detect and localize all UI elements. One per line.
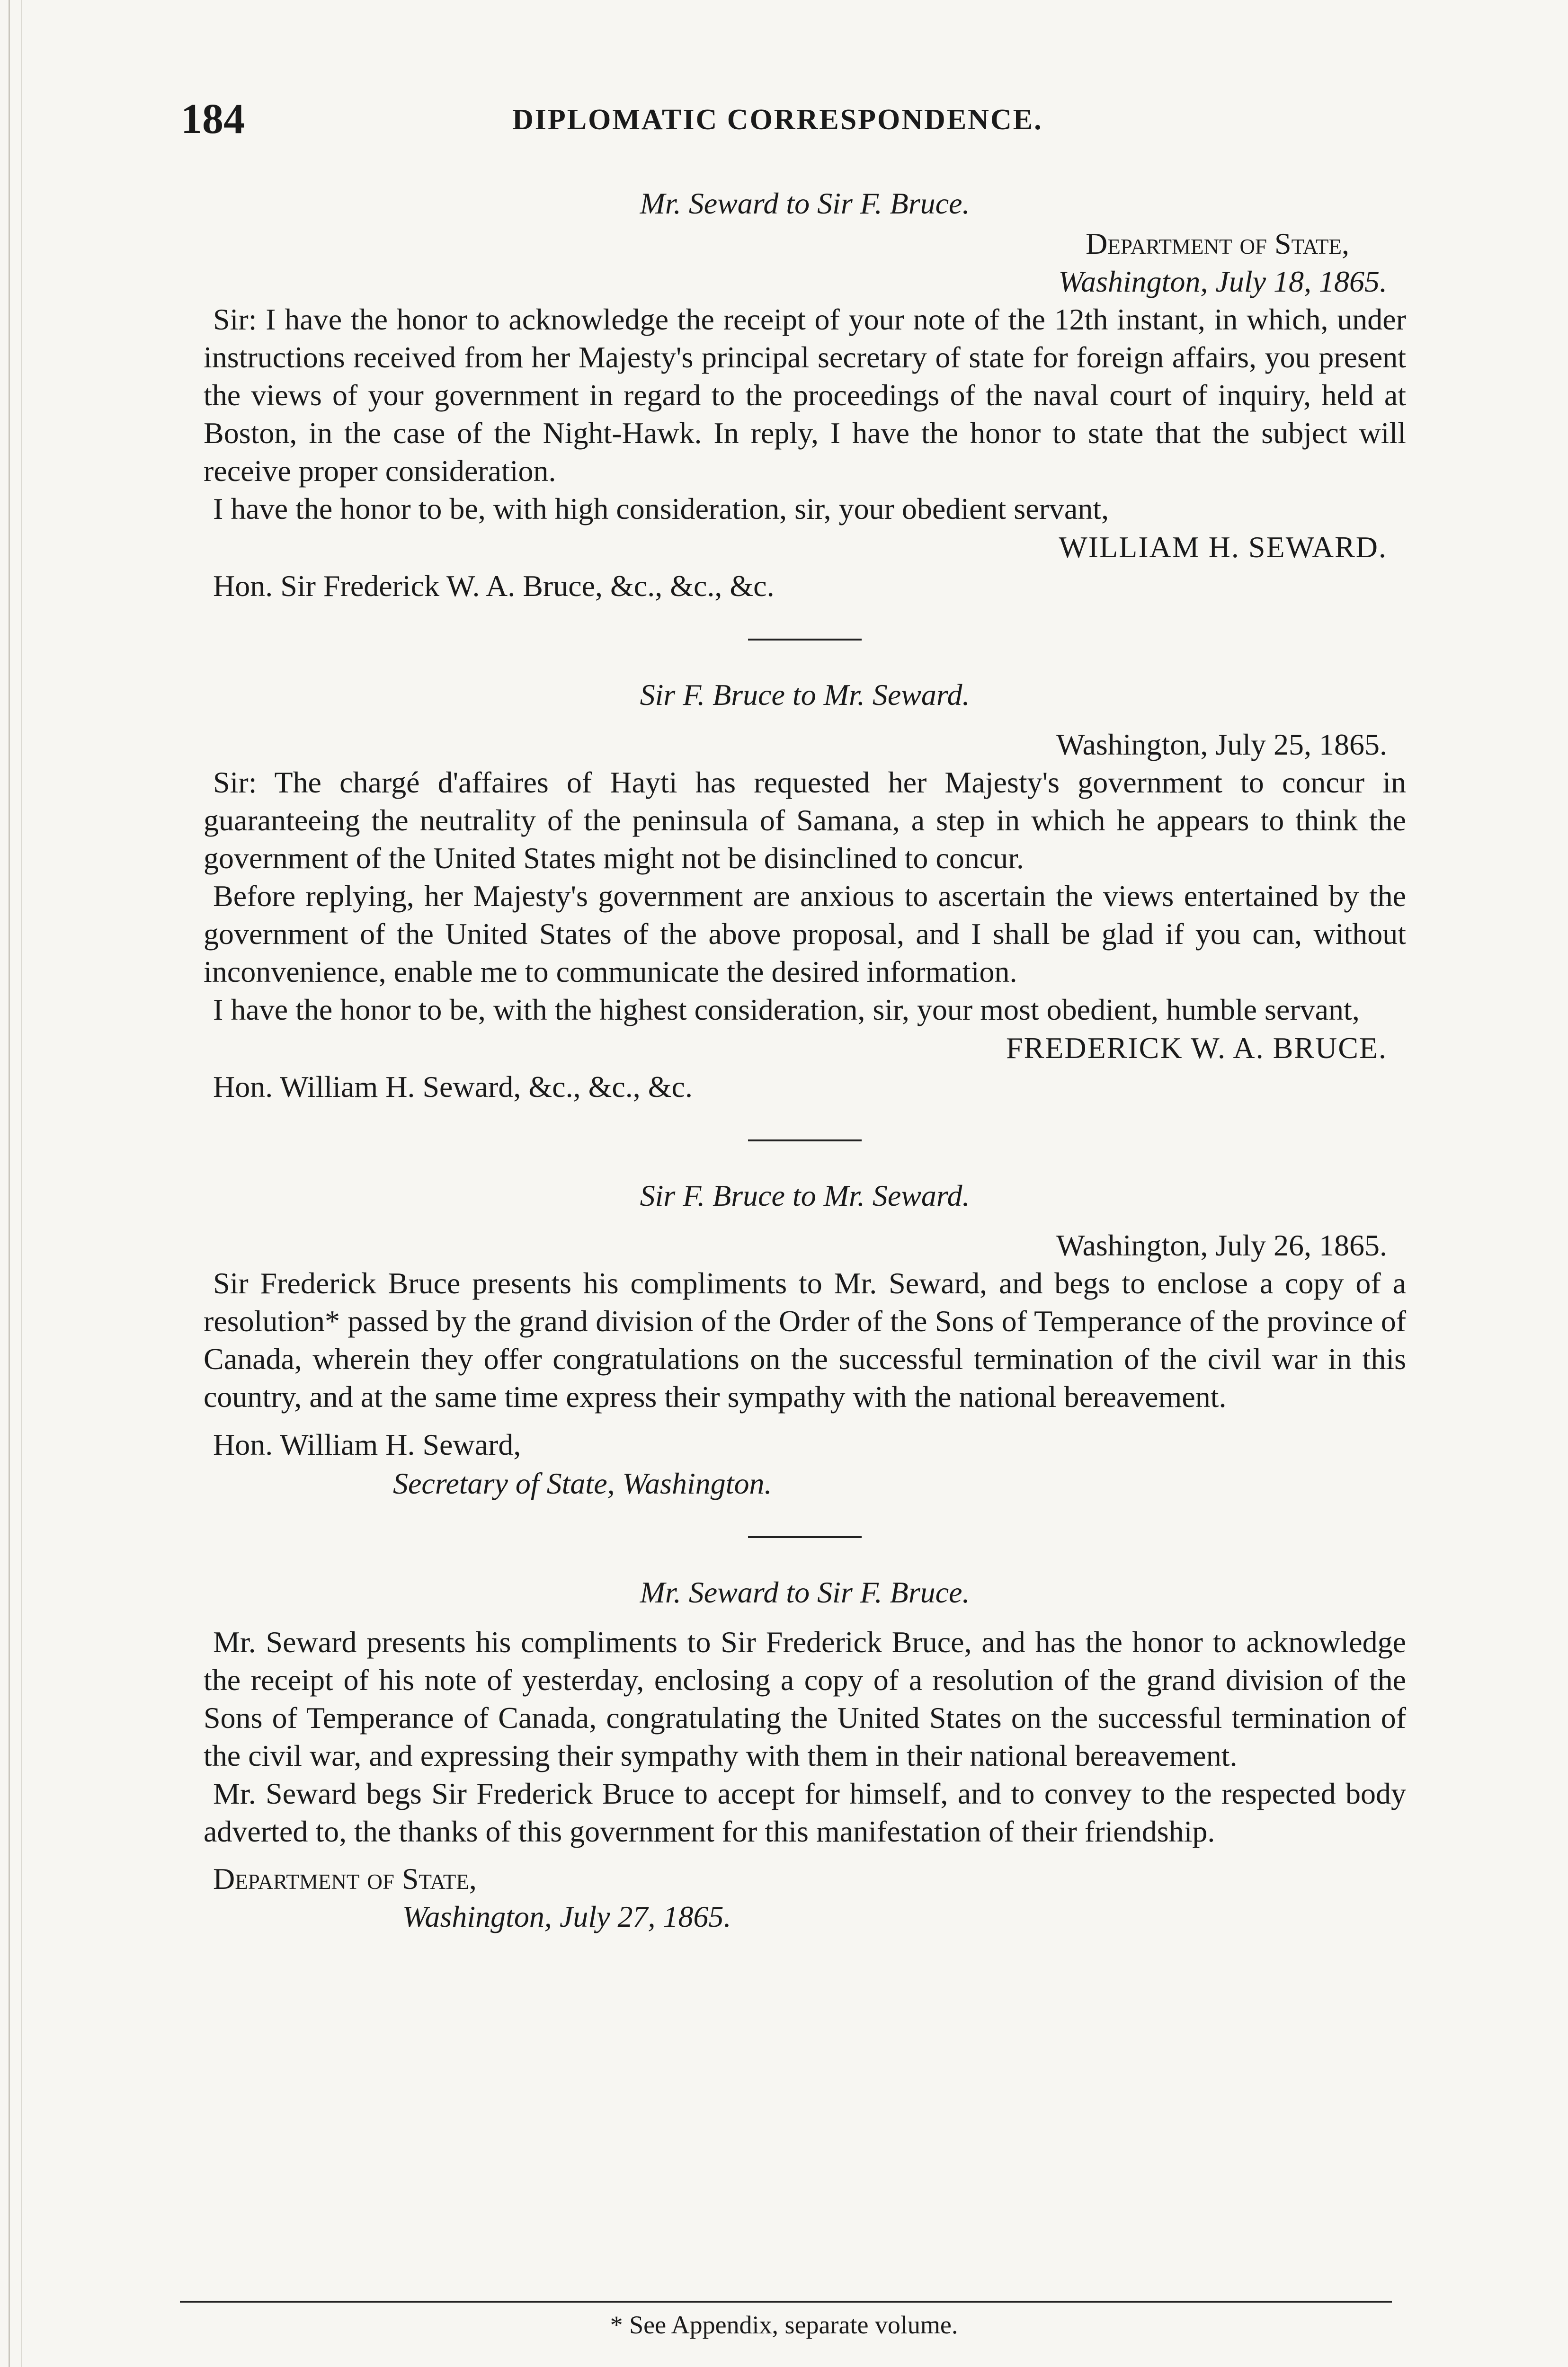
- letter-closing: [204, 1860, 1406, 1936]
- letter-paragraph: Sir Frederick Bruce presents his compliments to Mr. Seward, and begs to enclose a copy of a resolution* passed by the grand division of the Order of the Sons of Temperance of the province of Canada, wherein they offer congratulations on the successful termination of the civil war in this country, and at the same time express their sympathy with the national bereavement.: [204, 1266, 1406, 1414]
- letter-addressee-title: Secretary of State, Washington.: [393, 1467, 772, 1500]
- letter-paragraph: Mr. Seward presents his compliments to Sir Frederick Bruce, and has the honor to acknowledge the receipt of his note of yesterday, enclosing a copy of a resolution of the grand division of the Sons of Temperance of Canada, congratulating the United States on the successful termination of the civil war, and expressing their sympathy with them in their national bereavement.: [204, 1625, 1406, 1772]
- letter-signature: WILLIAM H. SEWARD.: [1059, 530, 1387, 564]
- page-edge-line-inner: [21, 0, 22, 2367]
- section-divider: [748, 1139, 862, 1141]
- letter-title: Sir F. Bruce to Mr. Seward.: [640, 1179, 970, 1212]
- letter-date: Washington, July 25, 1865.: [1056, 728, 1387, 761]
- letter-title: Mr. Seward to Sir F. Bruce.: [640, 187, 970, 220]
- letter-addressee: Hon. William H. Seward,: [213, 1428, 521, 1461]
- letter-paragraph: I have the honor to be, with the highest consideration, sir, your most obedient, humble servant,: [213, 993, 1360, 1026]
- letter-title: Mr. Seward to Sir F. Bruce.: [640, 1575, 970, 1609]
- page-edge-line: [9, 0, 10, 2367]
- letter-paragraph: Sir: The chargé d'affaires of Hayti has requested her Majesty's government to concur in guaranteeing the neutrality of the peninsula of Samana, a step in which he appears to think the government of the United States might not be disinclined to concur.: [204, 765, 1406, 875]
- section-divider: [748, 639, 862, 641]
- section-divider: [748, 1536, 862, 1538]
- running-head: DIPLOMATIC CORRESPONDENCE.: [512, 104, 1043, 136]
- letter-date: Washington, July 18, 1865.: [1058, 265, 1387, 298]
- footnote: * See Appendix, separate volume.: [610, 2311, 958, 2339]
- letter-3: [204, 1175, 1406, 1503]
- letter-signature: FREDERICK W. A. BRUCE.: [1006, 1031, 1387, 1065]
- letter-date: Washington, July 26, 1865.: [1056, 1228, 1387, 1262]
- closing-place: Department of State,: [213, 1862, 477, 1895]
- letter-1: [204, 182, 1406, 605]
- letter-2: [204, 674, 1406, 1106]
- footnote-rule: [180, 2301, 1392, 2303]
- letter-paragraph: Mr. Seward begs Sir Frederick Bruce to accept for himself, and to convey to the respected body adverted to, the thanks of this government for this manifestation of their friendship.: [204, 1777, 1406, 1848]
- letter-place: Department of State,: [1086, 227, 1349, 260]
- letter-paragraph: I have the honor to be, with high consideration, sir, your obedient servant,: [213, 492, 1109, 525]
- letter-paragraph: Before replying, her Majesty's government are anxious to ascertain the views entertained by the government of the United States of the above proposal, and I shall be glad if you can, without inconvenience, enable me to communicate the desired information.: [204, 879, 1406, 988]
- letter-addressee: Hon. Sir Frederick W. A. Bruce, &c., &c., &c.: [213, 569, 775, 603]
- page-header: [181, 95, 1393, 147]
- letter-title: Sir F. Bruce to Mr. Seward.: [640, 678, 970, 712]
- letter-4: [204, 1571, 1406, 1936]
- page-content: [204, 182, 1406, 1936]
- closing-date: Washington, July 27, 1865.: [402, 1900, 731, 1933]
- letter-addressee: Hon. William H. Seward, &c., &c., &c.: [213, 1070, 693, 1103]
- letter-paragraph: Sir: I have the honor to acknowledge the receipt of your note of the 12th instant, in which, under instructions received from her Majesty's principal secretary of state for foreign affairs, you present the views of your government in regard to the proceedings of the naval court of inquiry, held at Boston, in the case of the Night-Hawk. In reply, I have the honor to state that the subject will receive proper consideration.: [204, 303, 1406, 488]
- page-number: 184: [181, 96, 245, 142]
